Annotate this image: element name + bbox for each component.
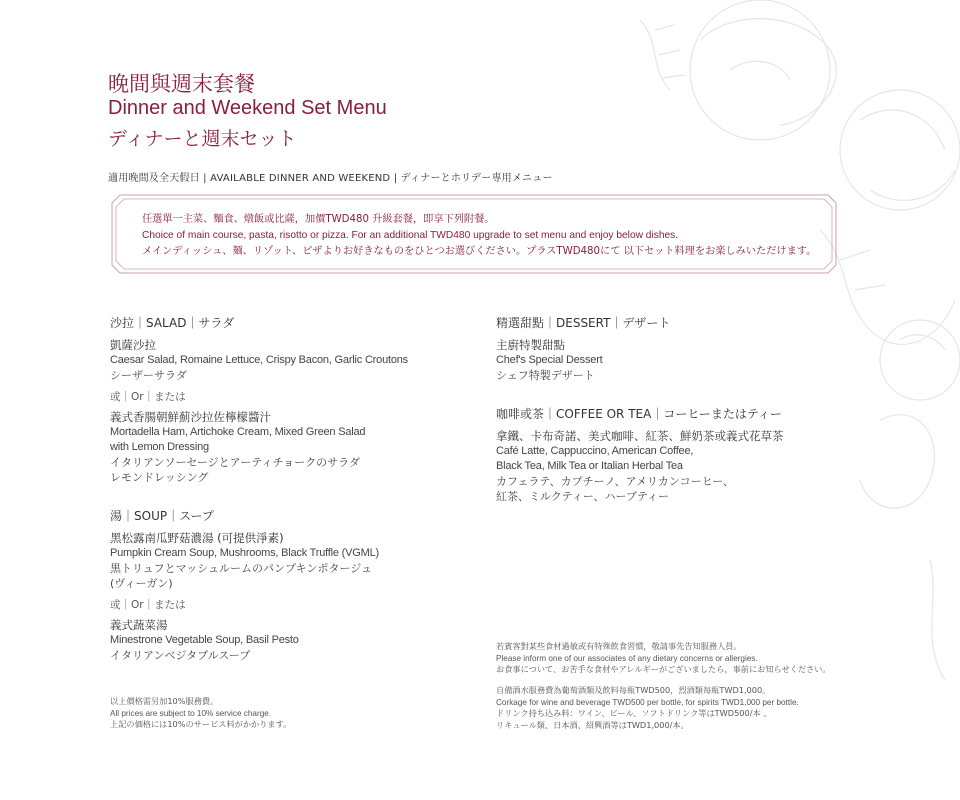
dish-name-ja: シーザーサラダ: [110, 369, 187, 382]
dessert-heading: 精選甜點｜DESSERT｜デザート: [496, 316, 671, 330]
dish-name-ja: 黒トリュフとマッシュルームのパンプキンポタージュ: [110, 562, 373, 575]
dish-name-en: Mortadella Ham, Artichoke Cream, Mixed Green Salad: [110, 426, 366, 438]
dish-name-ja: カフェラテ、カプチーノ、アメリカンコーヒー、: [496, 475, 734, 488]
left-column: [110, 314, 450, 663]
salad-heading: 沙拉｜SALAD｜サラダ: [110, 316, 235, 330]
coffee-heading: 咖啡或茶｜COFFEE OR TEA｜コーヒーまたはティー: [496, 407, 782, 421]
dish-name-en: Chef's Special Dessert: [496, 354, 603, 366]
note-zh: 自備酒水服務費為葡萄酒類及飲料每瓶TWD500，烈酒類每瓶TWD1,000。: [496, 685, 771, 695]
soup-item-minestrone: [110, 618, 450, 663]
dish-name-en-cont: Black Tea, Milk Tea or Italian Herbal Tea: [496, 460, 683, 472]
upgrade-text-en: Choice of main course, pasta, risotto or pizza. For an additional TWD480 upgrade to set menu and enjoy below dishes.: [142, 230, 679, 241]
soup-item-pumpkin: [110, 531, 450, 591]
dish-name-zh: 黑松露南瓜野菇濃湯 (可提供淨素): [110, 531, 284, 545]
note-ja: 上記の価格には10%のサービス料がかかります。: [110, 719, 292, 729]
title-english: Dinner and Weekend Set Menu: [108, 97, 387, 119]
upgrade-info-frame: [110, 193, 838, 275]
dish-name-ja: イタリアンソーセージとアーティチョークのサラダ: [110, 456, 361, 469]
note-zh: 若賓客對某些食材過敏或有特殊飲食習慣，敬請事先告知服務人員。: [496, 641, 742, 651]
salad-item-caesar: [110, 338, 450, 383]
dish-name-zh: 義式蔬菜湯: [110, 618, 168, 632]
dish-name-en-cont: with Lemon Dressing: [110, 441, 209, 453]
note-en: All prices are subject to 10% service charge.: [110, 708, 272, 718]
dish-name-en: Café Latte, Cappuccino, American Coffee,: [496, 445, 694, 457]
or-separator: 或｜Or｜または: [110, 599, 186, 611]
dish-name-zh: 凱薩沙拉: [110, 338, 156, 352]
note-en: Please inform one of our associates of any dietary concerns or allergies.: [496, 653, 758, 663]
right-column: [496, 314, 836, 504]
corkage-note: [496, 685, 799, 731]
dietary-note: [496, 641, 831, 676]
note-ja: ドリンク持ち込み料：ワイン、ビール、ソフトドリンク等はTWD500/本 、: [496, 708, 772, 718]
coffee-item: [496, 429, 836, 504]
salad-item-mortadella: [110, 410, 450, 485]
dish-name-zh: 拿鐵、卡布奇諾、美式咖啡、紅茶、鮮奶茶或義式花草茶: [496, 429, 784, 443]
dish-name-en: Pumpkin Cream Soup, Mushrooms, Black Truffle (VGML): [110, 547, 379, 559]
dish-name-ja: イタリアンベジタブルスープ: [110, 649, 251, 662]
dish-name-zh: 主廚特製甜點: [496, 338, 565, 352]
note-en: Corkage for wine and beverage TWD500 per bottle, for spirits TWD1,000 per bottle.: [496, 697, 799, 707]
title-chinese: 晚間與週末套餐: [108, 72, 255, 96]
note-zh: 以上價格需另加10%服務費。: [110, 696, 219, 706]
dish-name-ja-cont: (ヴィーガン): [110, 577, 173, 590]
dish-name-en: Minestrone Vegetable Soup, Basil Pesto: [110, 634, 299, 646]
upgrade-text-ja: メインディッシュ、麺、リゾット、ピザよりお好きなものをひとつお選びください。プラスTWD480にて 以下セット料理をお楽しみいただけます。: [142, 246, 817, 257]
dish-name-ja-cont: 紅茶、ミルクティー、ハーブティー: [496, 490, 670, 503]
service-charge-note: [110, 696, 291, 731]
dish-name-zh: 義式香腸朝鮮薊沙拉佐檸檬醬汁: [110, 410, 271, 424]
note-ja: お食事について、お苦手な食材やアレルギーがございましたら，事前にお知らせください。: [496, 664, 831, 674]
upgrade-text-zh: 任選單一主菜、麵食、燉飯或比薩，加價TWD480 升級套餐，即享下列附餐。: [142, 214, 495, 225]
dish-name-en: Caesar Salad, Romaine Lettuce, Crispy Bacon, Garlic Croutons: [110, 354, 408, 366]
title-japanese: ディナーと週末セット: [108, 128, 297, 150]
soup-heading: 湯｜SOUP｜スープ: [110, 509, 214, 523]
availability-line: 適用晚間及全天假日 | AVAILABLE DINNER AND WEEKEND | ディナーとホリデー専用メニュー: [108, 173, 553, 184]
dessert-item: [496, 338, 836, 383]
note-ja-cont: リキュール類、日本酒、紹興酒等はTWD1,000/本。: [496, 719, 689, 730]
dish-name-ja-cont: レモンドレッシング: [110, 471, 209, 484]
dish-name-ja: シェフ特製デザート: [496, 369, 595, 382]
or-separator: 或｜Or｜または: [110, 391, 186, 403]
